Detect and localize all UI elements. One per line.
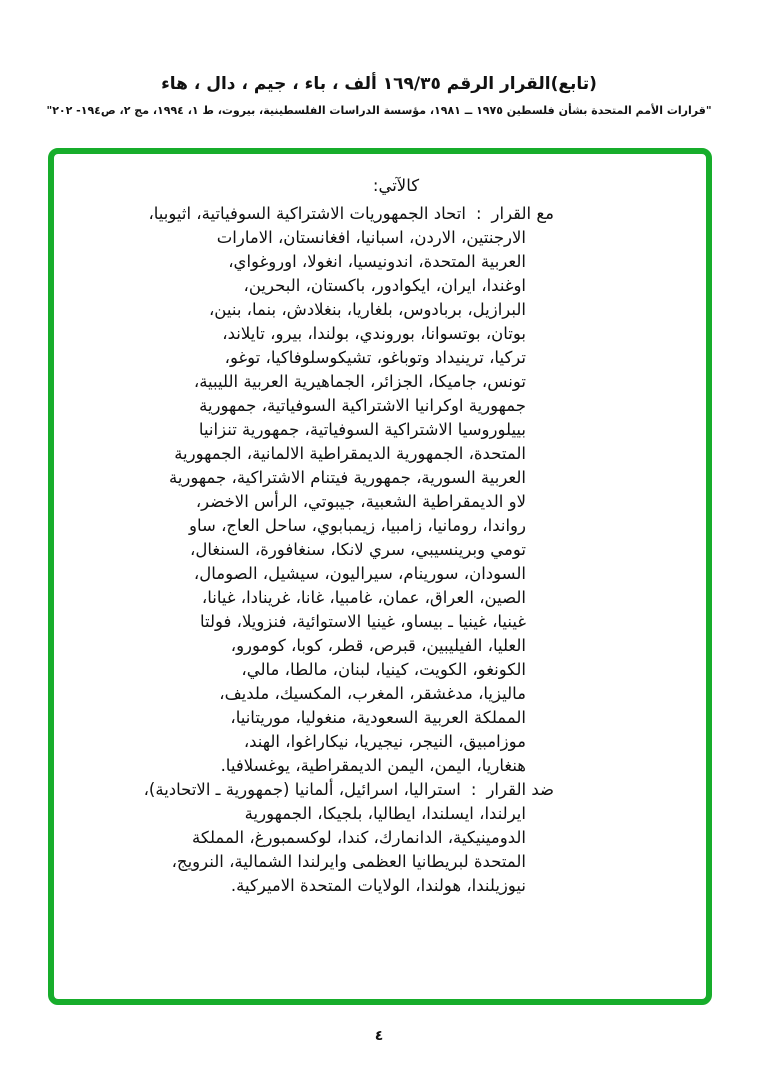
text-line: اوغندا، ايران، ايكوادور، باكستان، البحرين،: [243, 276, 526, 295]
vote-separator: :: [470, 780, 477, 799]
text-line: تونس، جاميكا، الجزائر، الجماهيرية العربية الليبية،: [193, 372, 526, 391]
text-line: ايرلندا، ايسلندا، ايطاليا، بلجيكا، الجمهورية: [244, 804, 526, 823]
text-line: البرازيل، بربادوس، بلغاريا، بنغلادش، بنما، بنين،: [208, 300, 526, 319]
vote-lines-against: [104, 802, 554, 898]
text-line: العربية السورية، جمهورية فيتنام الاشتراكية، جمهورية: [168, 468, 526, 487]
vote-first-line-text: استراليا، اسرائيل، ألمانيا (جمهورية ـ الاتحادية)،: [143, 780, 461, 799]
text-line: بوتان، بوتسوانا، بوروندي، بولندا، بيرو، تايلاند،: [222, 324, 526, 343]
text-line: الارجنتين، الاردن، اسبانيا، افغانستان، الامارات: [216, 228, 526, 247]
resolution-box: [48, 148, 712, 1005]
text-line: الدومينيكية، الدانمارك، كندا، لوكسمبورغ، المملكة: [192, 828, 526, 847]
vote-label-against: ضد القرار: [486, 780, 554, 799]
vote-separator: :: [475, 204, 482, 223]
text-line: جمهورية اوكرانيا الاشتراكية السوفياتية، جمهورية: [199, 396, 526, 415]
text-line: الصين، العراق، عمان، غامبيا، غانا، غرينادا، غيانا،: [201, 588, 526, 607]
page-number: ٤: [374, 1028, 384, 1044]
text-line: المتحدة، الجمهورية الديمقراطية الالمانية، الجمهورية: [174, 444, 526, 463]
page-title: (تابع)القرار الرقم ١٦٩/٣٥ ألف ، باء ، جيم ، دال ، هاء: [161, 74, 597, 94]
box-heading: كالآتي:: [372, 176, 420, 195]
text-line: العربية المتحدة، اندونيسيا، انغولا، اوروغواي،: [228, 252, 526, 271]
vote-first-line-text: اتحاد الجمهوريات الاشتراكية السوفياتية، اثيوبيا،: [148, 204, 466, 223]
text-line: تومي وبرينسيبي، سري لانكا، سنغافورة، السنغال،: [190, 540, 526, 559]
vote-lines-with: [104, 226, 554, 778]
text-line: المتحدة لبريطانيا العظمى وايرلندا الشمالية، النرويج،: [171, 852, 526, 871]
text-line: رواندا، رومانيا، زامبيا، زيمبابوي، ساحل العاج، ساو: [189, 516, 526, 535]
text-line: تركيا، ترينيداد وتوباغو، تشيكوسلوفاكيا، توغو،: [224, 348, 526, 367]
text-line: المملكة العربية السعودية، منغوليا، موريتانيا،: [230, 708, 526, 727]
vote-first-line: [104, 202, 554, 226]
vote-label-with: مع القرار: [491, 204, 554, 223]
text-line: نيوزيلندا، هولندا، الولايات المتحدة الاميركية.: [230, 876, 526, 895]
text-line: الكونغو، الكويت، كينيا، لبنان، مالطا، مالي،: [241, 660, 526, 679]
vote-paragraph-against: [104, 778, 554, 898]
text-line: موزامبيق، النيجر، نيجيريا، نيكاراغوا، الهند،: [243, 732, 526, 751]
text-line: السودان، سورينام، سيراليون، سيشيل، الصومال،: [193, 564, 526, 583]
text-line: بييلوروسيا الاشتراكية السوفياتية، جمهورية تنزانيا: [198, 420, 526, 439]
vote-list: [54, 198, 706, 898]
text-line: العليا، الفيليبين، قبرص، قطر، كوبا، كومورو،: [230, 636, 526, 655]
text-line: غينيا، غينيا ـ بيساو، غينيا الاستوائية، فنزويلا، فولتا: [199, 612, 526, 631]
vote-paragraph-with: [104, 202, 554, 778]
text-line: ماليزيا، مدغشقر، المغرب، المكسيك، ملديف،: [219, 684, 526, 703]
text-line: لاو الديمقراطية الشعبية، جيبوتي، الرأس الاخضر،: [195, 492, 526, 511]
vote-first-line: [104, 778, 554, 802]
page-subtitle: "قرارات الأمم المتحدة بشأن فلسطين ١٩٧٥ ــ ١٩٨١، مؤسسة الدراسات الفلسطينية، بيروت، ط ١، ١٩٩٤، مج ٢، ص١٩٤- ٢٠٢": [46, 104, 712, 117]
text-line: هنغاريا، اليمن، اليمن الديمقراطية، يوغسلافيا.: [220, 756, 526, 775]
